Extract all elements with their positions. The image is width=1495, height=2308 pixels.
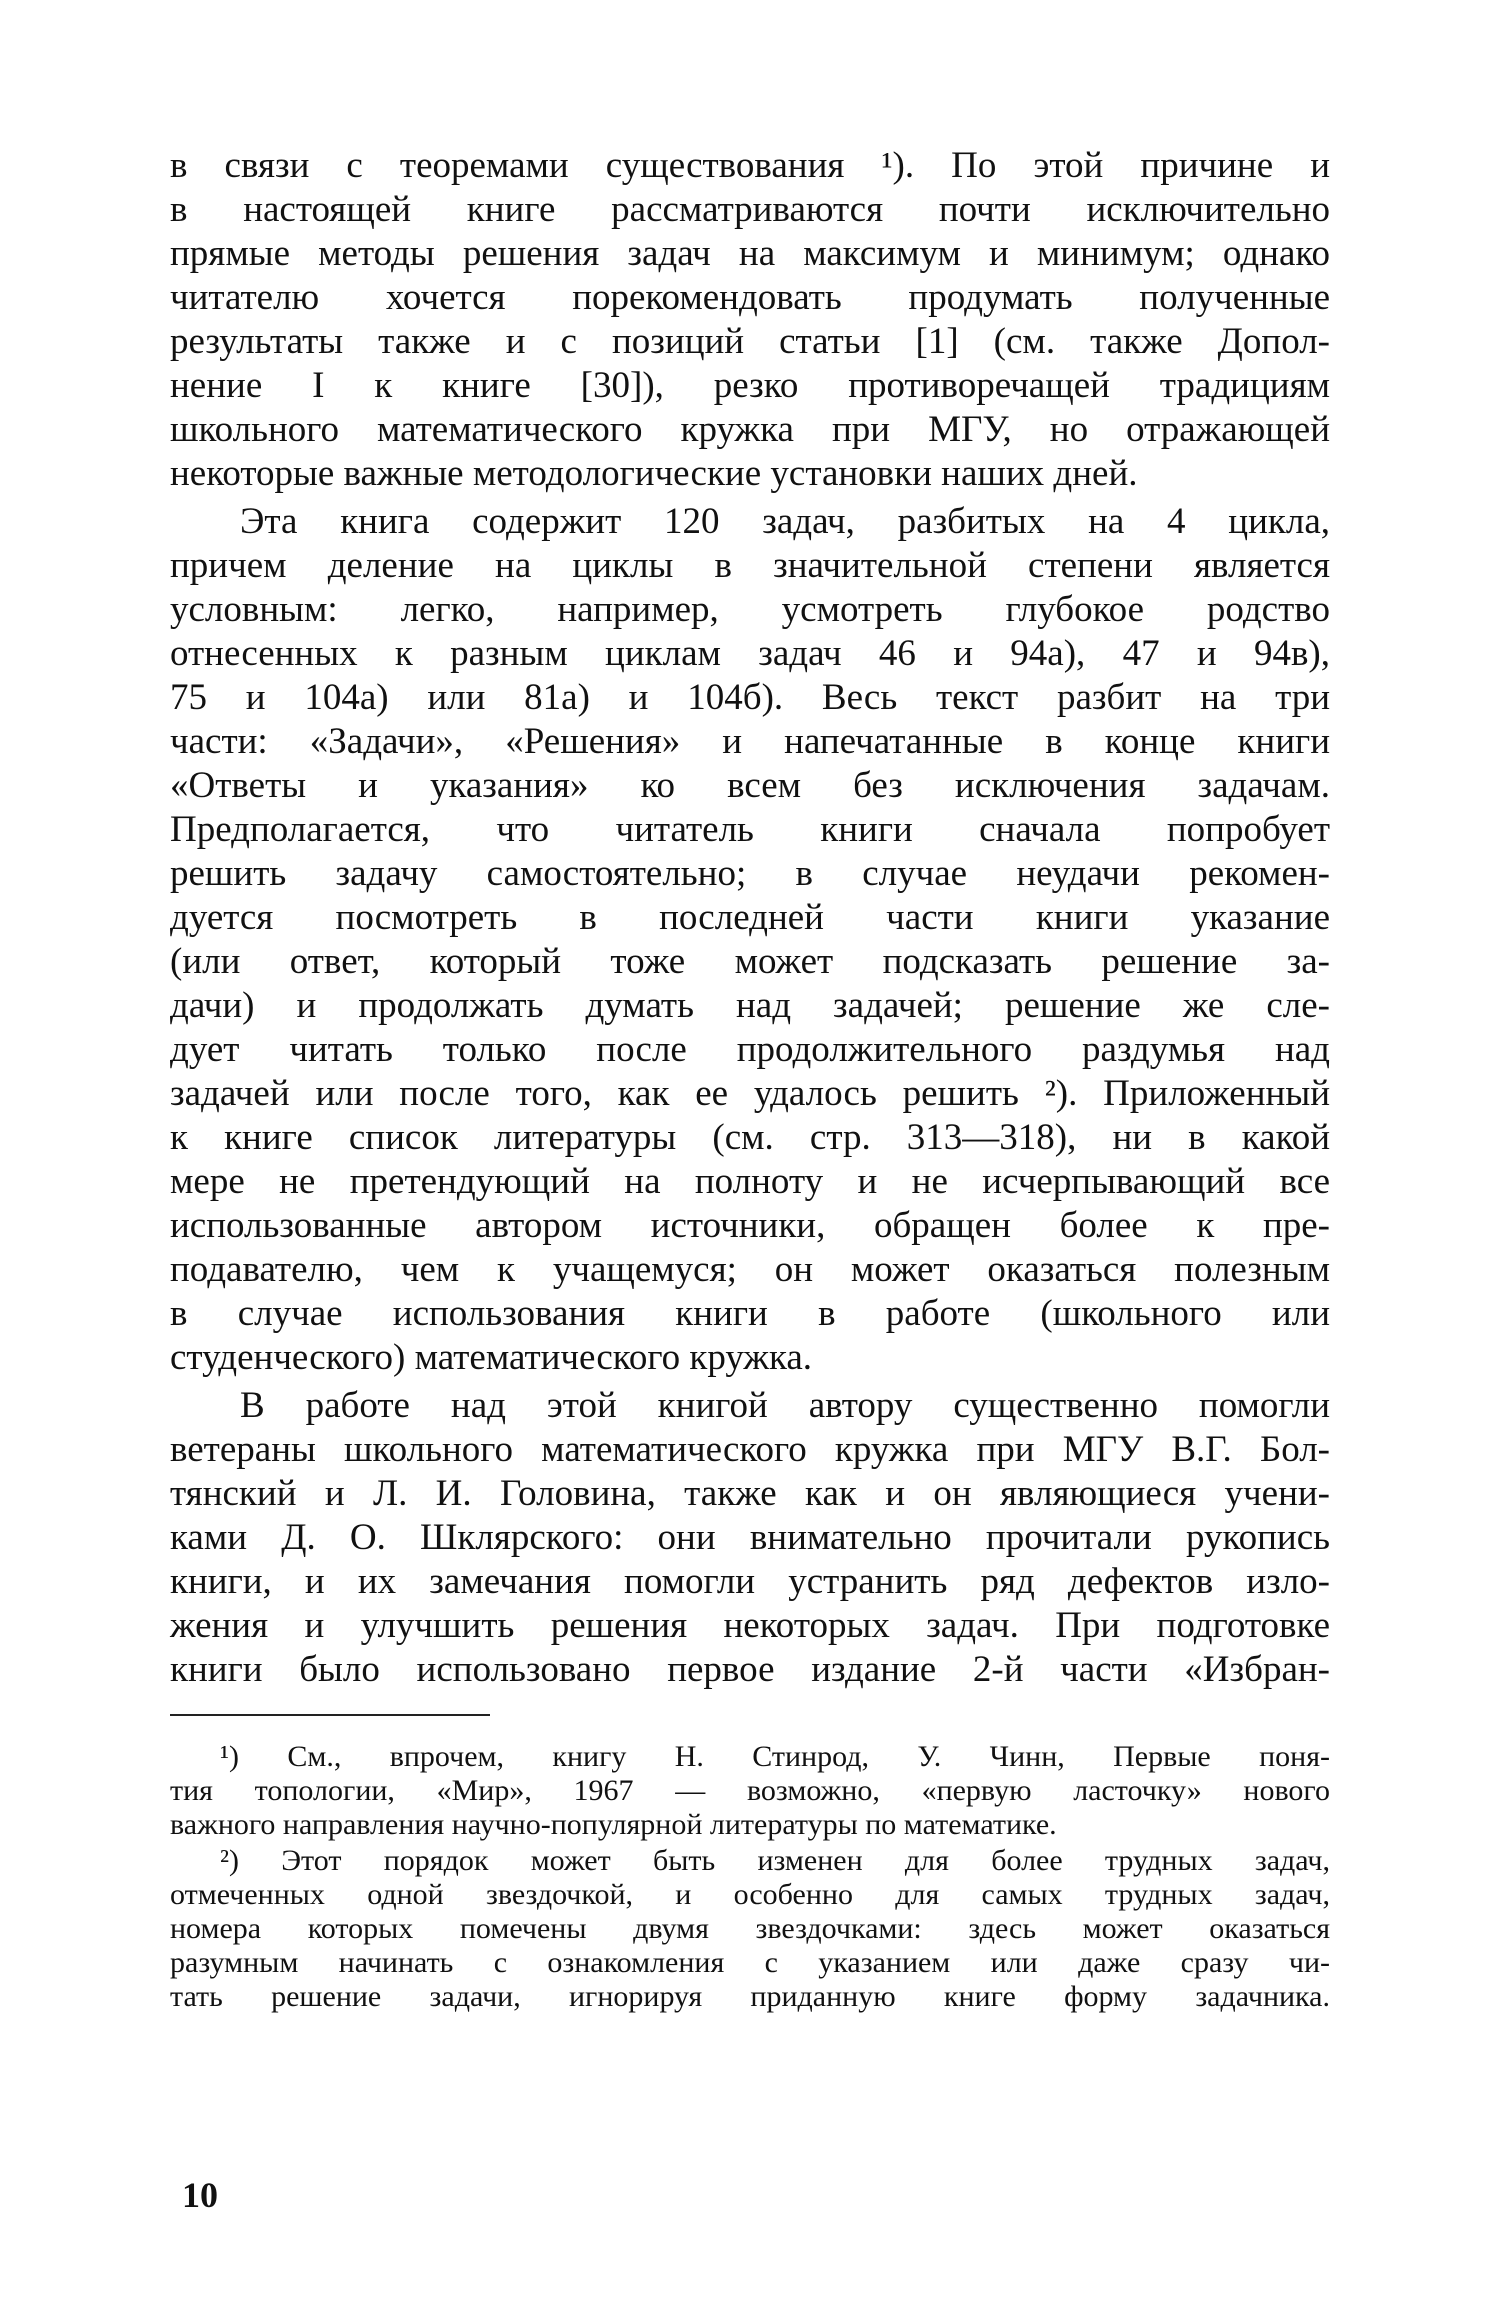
text-line: к книге список литературы (см. стр. 313—318), ни в какой bbox=[170, 1117, 1330, 1158]
text-line: результаты также и с позиций статьи [1] (см. также Допол- bbox=[170, 321, 1330, 362]
footnote-line: разумным начинать с ознакомления с указанием или даже сразу чи- bbox=[170, 1946, 1330, 1979]
text-line: Предполагается, что читатель книги сначала попробует bbox=[170, 809, 1330, 850]
text-line: ветераны школьного математического кружка при МГУ В.Г. Бол- bbox=[170, 1429, 1330, 1470]
footnote-line: тать решение задачи, игнорируя приданную книге форму задачника. bbox=[170, 1980, 1330, 2013]
footnote-line: ²) Этот порядок может быть изменен для более трудных задач, bbox=[220, 1844, 1330, 1877]
text-line: «Ответы и указания» ко всем без исключения задачам. bbox=[170, 765, 1330, 806]
text-line: школьного математического кружка при МГУ, но отражающей bbox=[170, 409, 1330, 450]
text-line: задачей или после того, как ее удалось решить ²). Приложенный bbox=[170, 1073, 1330, 1114]
text-line: жения и улучшить решения некоторых задач. При подготовке bbox=[170, 1605, 1330, 1646]
text-line: причем деление на циклы в значительной степени является bbox=[170, 545, 1330, 586]
text-line: (или ответ, который тоже может подсказать решение за- bbox=[170, 941, 1330, 982]
footnote-line: ¹) См., впрочем, книгу Н. Стинрод, У. Чинн, Первые поня- bbox=[220, 1740, 1330, 1773]
text-line: в связи с теоремами существования ¹). По этой причине и bbox=[170, 145, 1330, 186]
text-line: отнесенных к разным циклам задач 46 и 94а), 47 и 94в), bbox=[170, 633, 1330, 674]
text-line: книги, и их замечания помогли устранить ряд дефектов изло- bbox=[170, 1561, 1330, 1602]
text-line: в случае использования книги в работе (школьного или bbox=[170, 1293, 1330, 1334]
text-line: книги было использовано первое издание 2-й части «Избран- bbox=[170, 1649, 1330, 1690]
text-line: части: «Задачи», «Решения» и напечатанные в конце книги bbox=[170, 721, 1330, 762]
text-line: нение I к книге [30]), резко противоречащей традициям bbox=[170, 365, 1330, 406]
text-line: подавателю, чем к учащемуся; он может оказаться полезным bbox=[170, 1249, 1330, 1290]
text-line: читателю хочется порекомендовать продумать полученные bbox=[170, 277, 1330, 318]
text-line: дуется посмотреть в последней части книги указание bbox=[170, 897, 1330, 938]
text-line: студенческого) математического кружка. bbox=[170, 1337, 813, 1378]
text-line: 75 и 104а) или 81а) и 104б). Весь текст разбит на три bbox=[170, 677, 1330, 718]
text-line: прямые методы решения задач на максимум и минимум; однако bbox=[170, 233, 1330, 274]
text-line: некоторые важные методологические установки наших дней. bbox=[170, 453, 1138, 494]
text-line: В работе над этой книгой автору существенно помогли bbox=[240, 1385, 1330, 1426]
footnote-line: номера которых помечены двумя звездочками: здесь может оказаться bbox=[170, 1912, 1330, 1945]
text-line: мере не претендующий на полноту и не исчерпывающий все bbox=[170, 1161, 1330, 1202]
text-line: тянский и Л. И. Головина, также как и он являющиеся учени- bbox=[170, 1473, 1330, 1514]
text-line: условным: легко, например, усмотреть глубокое родство bbox=[170, 589, 1330, 630]
text-line: ками Д. О. Шклярского: они внимательно прочитали рукопись bbox=[170, 1517, 1330, 1558]
text-line: использованные автором источники, обращен более к пре- bbox=[170, 1205, 1330, 1246]
text-line: дует читать только после продолжительного раздумья над bbox=[170, 1029, 1330, 1070]
footnote-line: важного направления научно-популярной литературы по математике. bbox=[170, 1808, 1057, 1841]
text-line: Эта книга содержит 120 задач, разбитых на 4 цикла, bbox=[240, 501, 1330, 542]
text-line: дачи) и продолжать думать над задачей; решение же сле- bbox=[170, 985, 1330, 1026]
footnote-line: тия топологии, «Мир», 1967 — возможно, «первую ласточку» нового bbox=[170, 1774, 1330, 1807]
text-line: решить задачу самостоятельно; в случае неудачи рекомен- bbox=[170, 853, 1330, 894]
text-line: в настоящей книге рассматриваются почти исключительно bbox=[170, 189, 1330, 230]
footnote-line: отмеченных одной звездочкой, и особенно для самых трудных задач, bbox=[170, 1878, 1330, 1911]
page-number: 10 bbox=[182, 2175, 218, 2215]
footnote-divider bbox=[170, 1714, 490, 1716]
